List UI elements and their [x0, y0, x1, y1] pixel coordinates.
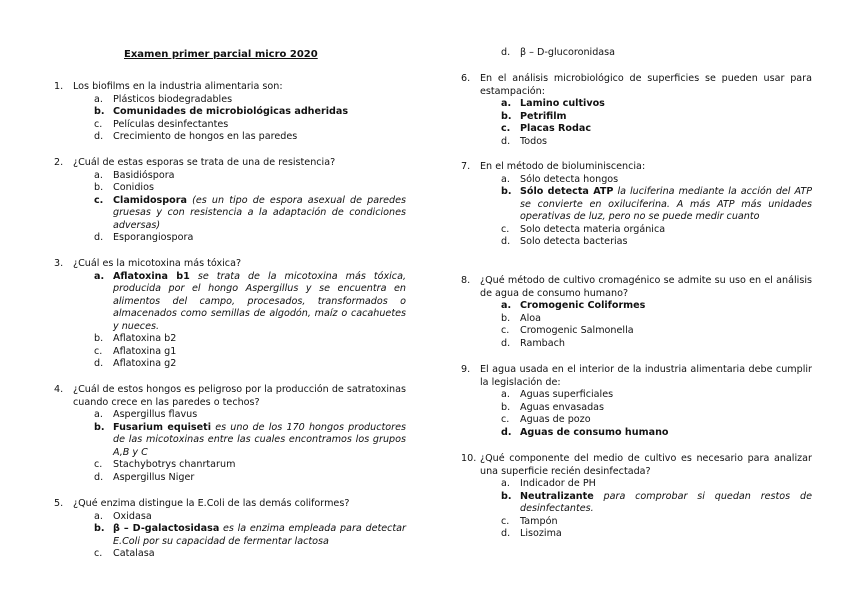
question-10 [461, 453, 812, 541]
option-b-correct: b. Neutralizante para comprobar si quedan restos de desinfectantes. [501, 490, 812, 514]
option-b: b. Aflatoxina b2 [94, 333, 177, 344]
question-6 [461, 73, 812, 148]
option-a-correct: a. Aflatoxina b1 se trata de la micotoxina más tóxica, producida por el hongo Aspergillus y se encuentra en alimentos del campo, procesados, transformados o almacenados como semillas de algodón, maíz o cacahuetes y nueces. [94, 270, 406, 332]
option-a: a. Plásticos biodegradables [94, 93, 233, 105]
question-text: En el análisis microbiológico de superficies se pueden usar para estampación: [480, 73, 812, 97]
question-number: 2. [54, 157, 64, 168]
option-b-correct: b. Sólo detecta ATP la luciferina mediante la acción del ATP se convierte en oxiluciferina. A más ATP más unidades operativas de luz, pero no se puede medir cuanto [501, 186, 812, 222]
option-d: d. Aspergillus Niger [94, 471, 195, 483]
question-text: ¿Cuál es la micotoxina más tóxica? [73, 258, 242, 269]
question-2 [54, 157, 406, 245]
question-8 [461, 275, 812, 350]
option-d: d. Todos [501, 135, 548, 147]
question-number: 9. [461, 364, 471, 375]
question-text: El agua usada en el interior de la industria alimentaria debe cumplir la legislación de: [480, 364, 812, 388]
question-number: 8. [461, 275, 471, 286]
question-text: ¿Cuál de estos hongos es peligroso por la producción de satratoxinas cuando crece en las paredes o techos? [73, 384, 406, 408]
question-number: 1. [54, 81, 64, 92]
question-4 [54, 384, 406, 484]
option-a: a. Aspergillus flavus [94, 409, 198, 420]
option-b-correct: b. Fusarium equiseti es uno de los 170 hongos productores de las micotoxinas entre las cuales encontramos los grupos A,B y C [94, 421, 406, 458]
question-text: ¿Qué método de cultivo cromagénico se admite su uso en el análisis de agua de consumo humano? [480, 275, 812, 299]
option-d-correct: d. Aguas de consumo humano [501, 426, 669, 438]
question-number: 4. [54, 384, 64, 395]
option-b-correct: b. Comunidades de microbiológicas adheridas [94, 106, 349, 117]
question-5-continued [461, 47, 812, 60]
question-5 [54, 498, 406, 561]
option-b: b. Aguas envasadas [501, 401, 605, 413]
question-number: 10. [461, 453, 477, 464]
option-b-correct: b. β – D-galactosidasa es la enzima empleada para detectar E.Coli por su capacidad de fermentar lactosa [94, 523, 406, 547]
question-number: 3. [54, 258, 64, 269]
option-a: a. Aguas superficiales [501, 389, 614, 400]
option-a-correct: a. Cromogenic Coliformes [501, 300, 646, 311]
option-a: a. Indicador de PH [501, 478, 596, 489]
option-c-correct: c. Clamidospora (es un tipo de espora asexual de paredes gruesas y con resistencia a la adaptación de condiciones adversas) [94, 194, 406, 231]
option-c: c. Películas desinfectantes [94, 118, 229, 130]
question-9 [461, 364, 812, 439]
option-d: d. β – D-glucoronidasa [501, 47, 616, 58]
option-c: c. Catalasa [94, 548, 155, 559]
option-a: a. Oxidasa [94, 510, 152, 522]
option-b-correct: b. Petrifilm [501, 110, 567, 122]
option-b: b. Aloa [501, 312, 541, 324]
question-number: 6. [461, 73, 471, 84]
option-d: d. Esporangiospora [94, 232, 194, 243]
question-3 [54, 258, 406, 371]
option-c: c. Cromogenic Salmonella [501, 325, 634, 336]
option-a: a. Sólo detecta hongos [501, 173, 619, 185]
option-a-correct: a. Lamino cultivos [501, 98, 605, 109]
option-d: d. Lisozima [501, 528, 562, 539]
question-1 [54, 81, 406, 144]
question-text: ¿Qué enzima distingue la E.Coli de las demás coliformes? [73, 498, 350, 509]
option-d: d. Aflatoxina g2 [94, 358, 177, 369]
option-c: c. Tampón [501, 515, 558, 527]
option-b: b. Conidios [94, 182, 154, 193]
question-text: Los biofilms en la industria alimentaria son: [73, 81, 283, 92]
option-d: d. Solo detecta bacterias [501, 236, 628, 247]
question-number: 5. [54, 498, 64, 509]
option-d: d. Rambach [501, 337, 566, 349]
option-c: c. Aguas de pozo [501, 414, 591, 425]
question-text: ¿Qué componente del medio de cultivo es necesario para analizar una superficie recién desinfectada? [480, 453, 812, 477]
option-c: c. Solo detecta materia orgánica [501, 223, 666, 235]
option-c: c. Stachybotrys chanrtarum [94, 459, 236, 470]
question-text: En el método de bioluminiscencia: [480, 161, 646, 172]
option-a: a. Basidióspora [94, 169, 175, 181]
question-text: ¿Cuál de estas esporas se trata de una de resistencia? [73, 157, 336, 168]
question-7 [461, 161, 812, 249]
question-number: 7. [461, 161, 471, 172]
option-d: d. Crecimiento de hongos en las paredes [94, 131, 298, 142]
page-title: Examen primer parcial micro 2020 [124, 49, 318, 60]
option-c-correct: c. Placas Rodac [501, 123, 592, 134]
option-c: c. Aflatoxina g1 [94, 345, 177, 357]
